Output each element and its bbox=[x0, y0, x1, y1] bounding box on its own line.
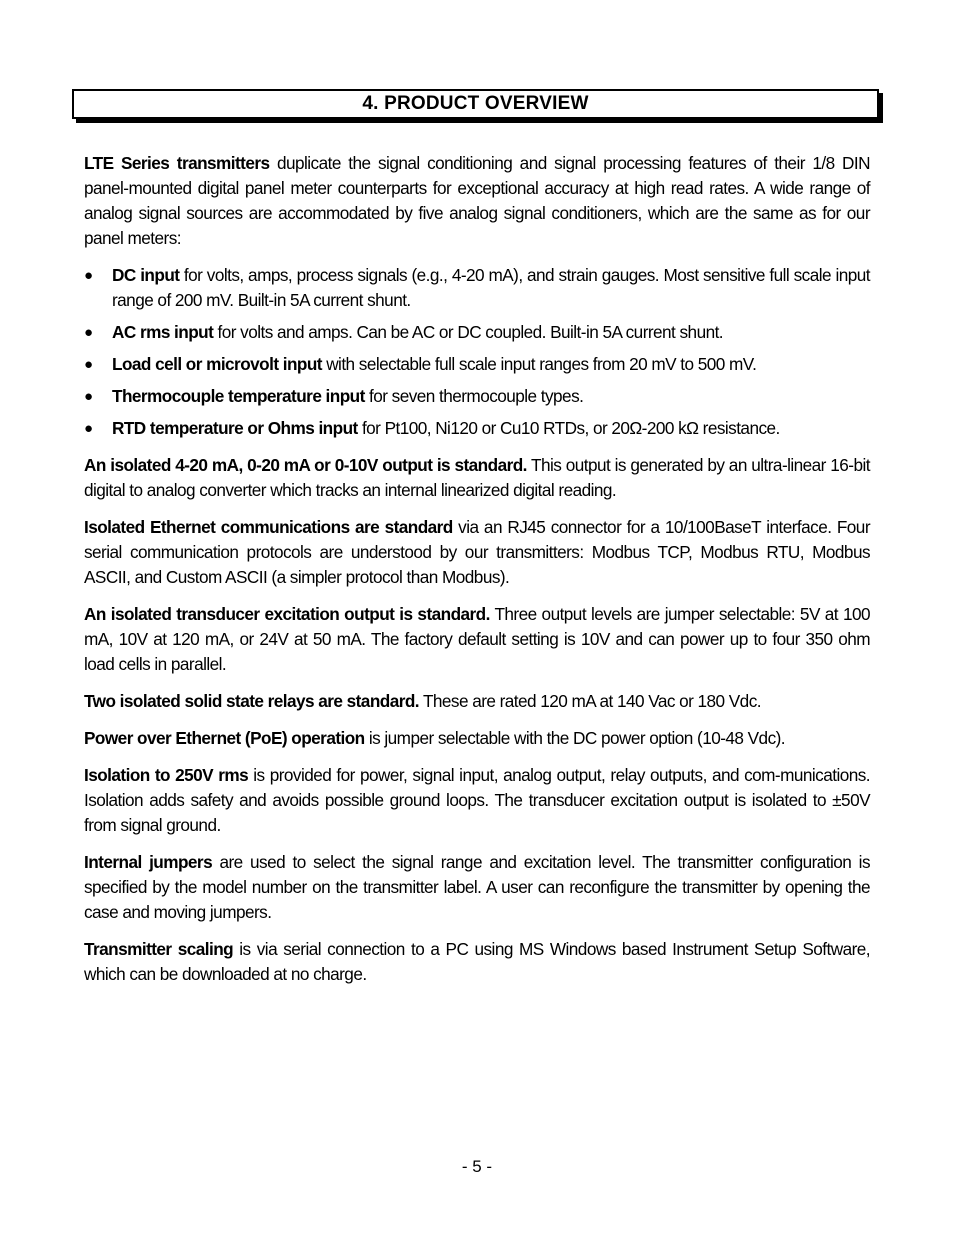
paragraph-text: Three output levels are jumper selectable: 5V at 100 mA, 10V at 120 mA, or 24V at 50 mA. The factory default setting is 10V and can power up to four 350 ohm load cells in parallel. bbox=[84, 604, 870, 674]
paragraph-lead: Transmitter scaling bbox=[84, 939, 234, 959]
list-item-text: for volts, amps, process signals (e.g., 4-20 mA), and strain gauges. Most sensitive full scale input range of 200 mV. Built-in 5A current shunt. bbox=[112, 265, 870, 310]
jumpers-paragraph bbox=[84, 850, 870, 925]
bullet-icon: ● bbox=[84, 324, 93, 341]
paragraph-text: via an RJ45 connector for a 10/100BaseT interface. Four serial communication protocols are understood by our transmitters: Modbus TCP, Modbus RTU, Modbus ASCII, and Custom ASCII (a simpler protocol than Modbus). bbox=[84, 517, 870, 587]
list-item-lead: Load cell or microvolt input bbox=[112, 354, 322, 374]
signal-conditioner-list bbox=[84, 263, 870, 441]
paragraph-text: is via serial connection to a PC using MS Windows based Instrument Setup Software, which can be downloaded at no charge. bbox=[84, 939, 870, 984]
intro-paragraph bbox=[84, 151, 870, 251]
analog-output-paragraph bbox=[84, 453, 870, 503]
isolation-paragraph bbox=[84, 763, 870, 838]
paragraph-text: is provided for power, signal input, analog output, relay outputs, and com-munications. Isolation adds safety and avoids possible ground loops. The transducer excitation output is isolated to ±50V from signal ground. bbox=[84, 765, 870, 835]
paragraph-lead: An isolated transducer excitation output is standard. bbox=[84, 604, 490, 624]
list-item bbox=[84, 416, 870, 441]
list-item-text: for seven thermocouple types. bbox=[364, 386, 584, 406]
paragraph-text: These are rated 120 mA at 140 Vac or 180 Vdc. bbox=[419, 691, 761, 711]
bullet-icon: ● bbox=[84, 420, 93, 437]
paragraph-text: is jumper selectable with the DC power option (10-48 Vdc). bbox=[364, 728, 786, 748]
paragraph-lead: Power over Ethernet (PoE) operation bbox=[84, 728, 365, 748]
list-item-text: for Pt100, Ni120 or Cu10 RTDs, or 20Ω-200 kΩ resistance. bbox=[357, 418, 780, 438]
bullet-icon: ● bbox=[84, 356, 93, 373]
list-item-lead: DC input bbox=[112, 265, 180, 285]
scaling-paragraph bbox=[84, 937, 870, 987]
paragraph-lead: Internal jumpers bbox=[84, 852, 213, 872]
paragraph-lead: An isolated 4-20 mA, 0-20 mA or 0-10V output is standard. bbox=[84, 455, 527, 475]
list-item bbox=[84, 263, 870, 313]
paragraph-lead: Two isolated solid state relays are standard. bbox=[84, 691, 420, 711]
list-item-lead: AC rms input bbox=[112, 322, 214, 342]
list-item-text: for volts and amps. Can be AC or DC coupled. Built-in 5A current shunt. bbox=[213, 322, 724, 342]
paragraph-lead: LTE Series transmitters bbox=[84, 153, 270, 173]
list-item bbox=[84, 384, 870, 409]
bullet-icon: ● bbox=[84, 388, 93, 405]
poe-paragraph bbox=[84, 726, 870, 751]
page-title: 4. PRODUCT OVERVIEW bbox=[362, 93, 589, 114]
document-body bbox=[84, 151, 870, 999]
bullet-icon: ● bbox=[84, 267, 93, 284]
list-item-lead: RTD temperature or Ohms input bbox=[112, 418, 358, 438]
relays-paragraph bbox=[84, 689, 870, 714]
paragraph-text: are used to select the signal range and excitation level. The transmitter configuration is specified by the model number on the transmitter label. A user can reconfigure the transmitter by opening the case and moving jumpers. bbox=[84, 852, 870, 922]
section-header-box bbox=[72, 89, 879, 119]
list-item-text: with selectable full scale input ranges from 20 mV to 500 mV. bbox=[321, 354, 757, 374]
list-item bbox=[84, 320, 870, 345]
paragraph-lead: Isolation to 250V rms bbox=[84, 765, 249, 785]
paragraph-text: This output is generated by an ultra-linear 16-bit digital to analog converter which tracks an internal linearized digital reading. bbox=[84, 455, 870, 500]
list-item-lead: Thermocouple temperature input bbox=[112, 386, 365, 406]
list-item bbox=[84, 352, 870, 377]
paragraph-lead: Isolated Ethernet communications are standard bbox=[84, 517, 453, 537]
ethernet-paragraph bbox=[84, 515, 870, 590]
paragraph-text: duplicate the signal conditioning and signal processing features of their 1/8 DIN panel-mounted digital panel meter counterparts for exceptional accuracy at high read rates. A wide range of analog signal sources are accommodated by five analog signal conditioners, which are the same as for our panel meters: bbox=[84, 153, 871, 248]
page-number: - 5 - bbox=[461, 1157, 493, 1176]
excitation-paragraph bbox=[84, 602, 870, 677]
